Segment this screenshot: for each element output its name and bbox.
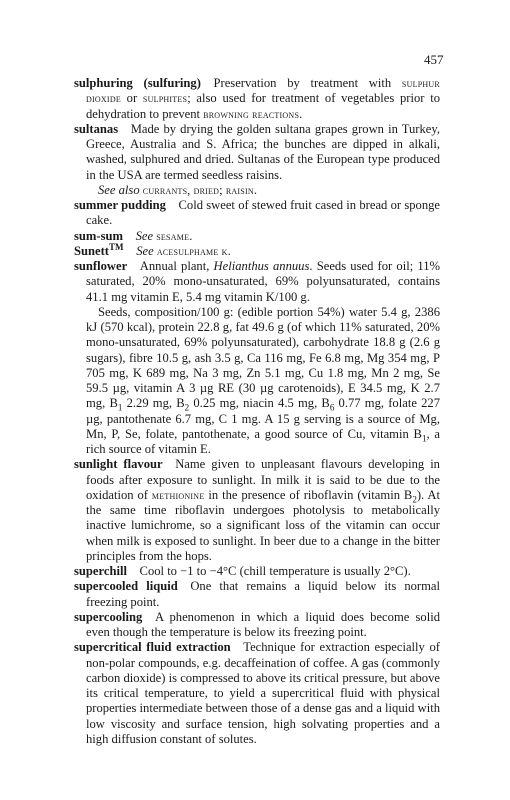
trademark-mark: TM [109,241,124,252]
cross-reference: acesulphame k [156,244,228,258]
definition-text: Seeds, composition/100 g: (edible portion 54%) water 5.4 g, 2386 kJ (570 kcal), protein 22.8 g, fat 49.6 g (of which 11% saturated, 20% mono-unsaturated, 69% polyunsaturated), carbohydrate 18.8 g (2.6 g sugars), fibre 10.5 g, ash 3.5 g, Ca 116 mg, Fe 6.8 mg, Mg 354 mg, P 705 mg, K 689 mg, Na 3 mg, Zn 5.1 mg, Cu 1.8 mg, Mn 2 mg, Se 59.5 µg, vitamin A 3 µg RE (30 µg carotenoids), E 34.5 mg, K 2.7 mg, B [86,304,440,411]
definition-text: ; also used for treatment of vegetables prior to dehydration to prevent [86,91,440,121]
cross-reference: methionine [151,488,205,502]
entry-headword [74,564,127,578]
dictionary-entry [74,259,440,305]
definition-text: . [227,243,231,258]
entry-headword [74,610,142,624]
definition-text: in the presence of riboflavin (vitamin B [204,487,413,502]
entry-headword [74,229,123,243]
entry-headword [74,579,178,593]
definition-text: ; [219,182,226,197]
definition-text: or [120,91,143,106]
dictionary-entry [74,229,440,244]
dictionary-entry [74,610,440,641]
dictionary-entry [74,457,440,564]
entry-paragraph [74,183,440,198]
headword-text: sunlight flavour [74,457,163,472]
headword-text: summer pudding [74,198,166,212]
dictionary-entry [74,122,440,183]
cross-reference: currants, dried [142,183,220,197]
headword-text: supercooled liquid [74,579,178,594]
definition-text: Technique for extraction especially of non-polar compounds, e.g. decaffeination of coffee. A gas (commonly carbon dioxide) is compressed to above its critical pressure, but above its critical temperature, to yield a supercritical fluid with physical properties intermediate between those of a dense gas and a liquid with low viscosity and surface tension, high solvating properties and a high diffusion constant of solutes. [86,640,440,746]
cross-reference: sulphur dioxide [86,77,440,106]
definition-text: 2 [184,402,190,413]
definition-text: Cold sweet of stewed fruit cased in bread or sponge cake. [86,198,441,228]
definition-text: ). At the same time riboflavin undergoes photolysis to metabolically inactive lumichrome, so a significant loss of the vitamin can occur when milk is exposed to sunlight. In beer due to a change in the bitter principles from the hops. [86,487,441,563]
definition-text: Preservation by treatment with [213,76,402,90]
cross-reference: sulphites [142,92,188,106]
page-number: 457 [424,52,444,67]
headword-text: supercooling [74,609,143,624]
definition-text: 2 [412,494,417,505]
definition-text: Annual plant, [139,259,214,273]
definition-text: One that remains a liquid below its normal freezing point. [86,579,440,609]
dictionary-entry [74,564,440,579]
entry-paragraph [74,305,440,458]
headword-text: Sunett [74,243,109,258]
definition-text: 1 [117,402,123,413]
cross-reference: browning reactions [203,107,300,121]
definition-text: Cool to −1 to −4°C (chill temperature is usually 2°C). [139,564,411,578]
dictionary-entry [74,640,440,747]
definition-text: 1 [421,433,427,444]
entry-headword [74,457,163,471]
definition-text: , a rich source of vitamin E. [86,426,441,456]
definition-text: 6 [329,402,335,413]
definition-text: 0.77 mg, folate 227 µg, pantothenate 6.7 mg, C 1 mg. A 15 g serving is a source of Mg, Mn, P, Se, folate, pantothenate, a good source of Cu, vitamin B [86,396,440,441]
definition-text: A phenomenon in which a liquid does become solid even though the temperature is below its freezing point. [86,609,440,639]
dictionary-entry [74,579,440,610]
cross-reference: raisin [225,183,254,197]
dictionary-entry [74,241,440,259]
entry-headword [74,76,201,90]
dictionary-entry [74,198,440,229]
definition-text: 2.29 mg, B [122,396,185,411]
headword-text: supercritical fluid extraction [74,640,231,655]
headword-text: sum-sum [74,228,123,243]
definition-text: Made by drying the golden sultana grapes grown in Turkey, Greece, Australia and S. Africa; the bunches are dipped in alkali, washed, sulphured and dried. Sultanas of the European type produced in the USA are termed seedless raisins. [86,121,440,182]
definition-text: Name given to unpleasant flavours developing in foods after exposure to sunlight. In milk it is said to be due to the oxidation of [86,457,440,502]
definition-text: . [253,182,258,197]
headword-text: superchill [74,564,127,578]
italic-text: Helianthus annuus [213,259,310,273]
headword-text: sultanas [74,121,119,136]
definition-text: . Seeds used for oil; 11% saturated, 20% mono-unsaturated, 69% polyunsaturated, contains 41.1 mg vitamin E, 5.4 mg vitamin K/100 g. [86,259,440,304]
entry-list [74,76,440,747]
italic-text: See [136,243,154,258]
cross-reference: sesame [156,229,190,243]
entry-headword [74,122,118,136]
italic-text: See [135,228,154,243]
headword-text: sunflower [74,259,128,273]
definition-text: . [299,106,303,121]
entry-headword [74,241,124,258]
dictionary-entry [74,76,440,122]
headword-text: sulphuring (sulfuring) [74,76,201,90]
entry-headword [74,198,166,212]
entry-headword [74,640,231,654]
entry-headword [74,259,127,273]
definition-text: 0.25 mg, niacin 4.5 mg, B [189,396,330,411]
definition-text: . [189,228,193,243]
italic-text: See also [98,182,140,197]
